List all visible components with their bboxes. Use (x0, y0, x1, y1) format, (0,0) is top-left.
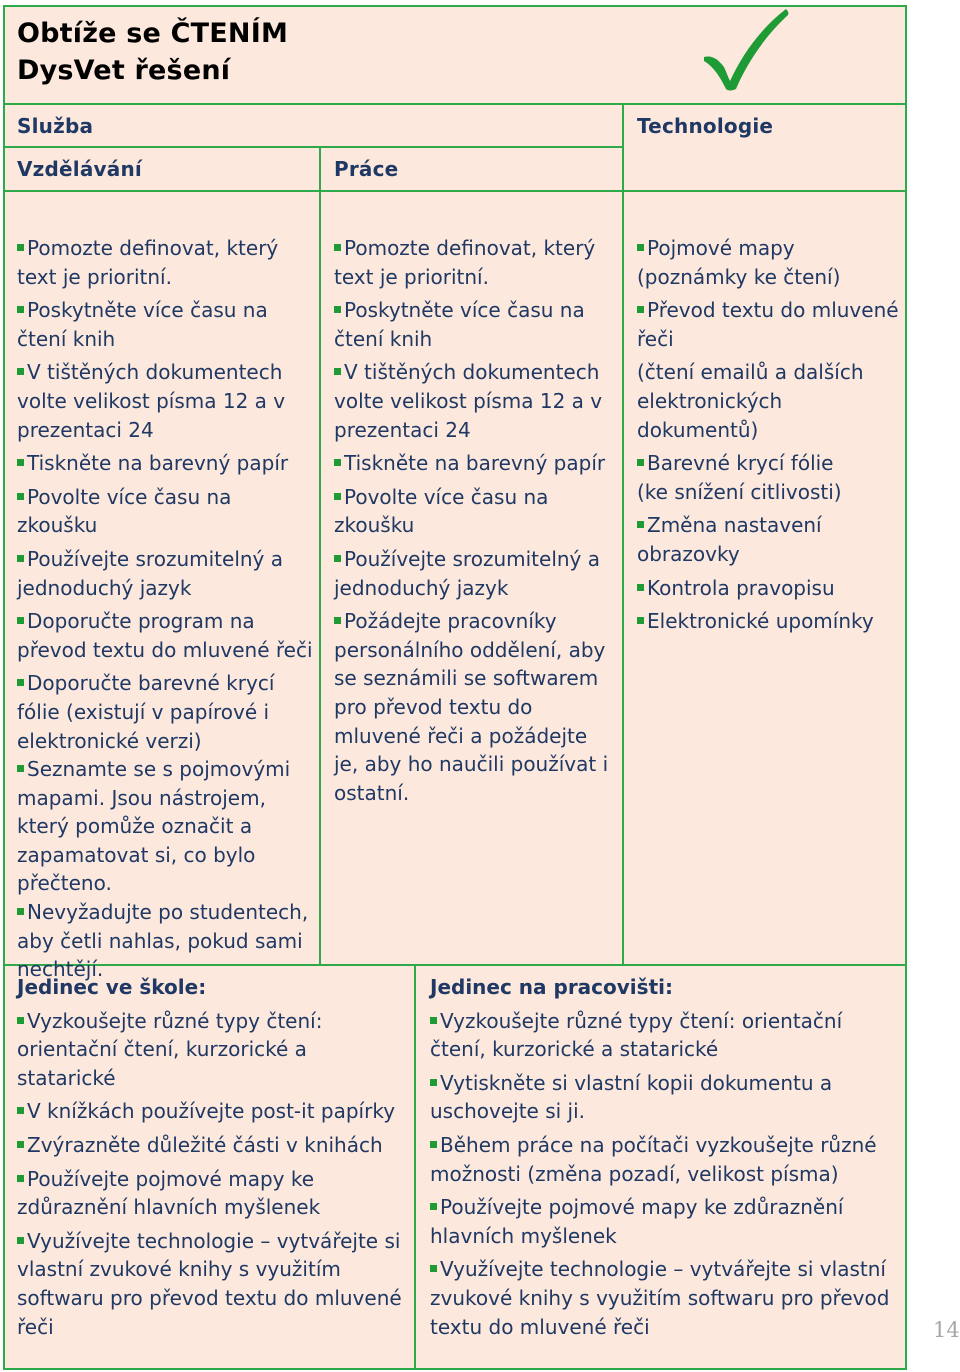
skola-section (17, 973, 409, 1346)
bullet-icon (17, 368, 24, 375)
list-item: Povolte více času na zkoušku (17, 484, 232, 538)
list-item: Převod textu do mluvené řeči (637, 298, 899, 351)
bullet-icon (637, 617, 644, 624)
list-item: Pomozte definovat, který text je prioritní. (17, 236, 279, 289)
list-item: Pomozte definovat, který text je prioritní. (334, 236, 596, 289)
list-item-note: (ke snížení citlivosti) (637, 479, 842, 504)
section-heading: Jedinec ve škole: (17, 975, 207, 999)
list-item: Používejte srozumitelný a jednoduchý jazyk (334, 546, 600, 600)
divider (3, 103, 907, 105)
bullet-icon (334, 555, 341, 562)
bullet-icon (637, 306, 644, 313)
bullet-icon (17, 459, 24, 466)
bullet-icon (17, 617, 24, 624)
list-item: Zvýrazněte důležité části v knihách (17, 1131, 409, 1160)
bullet-icon (637, 584, 644, 591)
list-item: Využívejte technologie – vytvářejte si vlastní zvukové knihy s využitím softwaru pro převod textu do mluvené řeči (17, 1228, 402, 1339)
bullet-icon (17, 908, 24, 915)
bullet-icon (430, 1017, 437, 1024)
divider (319, 146, 321, 965)
bullet-icon (17, 244, 24, 251)
list-item: Poskytněte více času na čtení knih (17, 298, 268, 351)
list-item: Požádejte pracovníky personálního oddělení, aby se seznámili se softwarem pro převod textu do mluvené řeči a požádejte je, aby ho naučili používat i ostatní. (334, 609, 609, 805)
checkmark-icon (698, 5, 793, 93)
bullet-icon (334, 368, 341, 375)
divider (905, 5, 907, 1370)
vzdelavani-list (17, 234, 315, 989)
list-item: Používejte pojmové mapy ke zdůraznění hlavních myšlenek (430, 1195, 844, 1248)
bullet-icon (334, 306, 341, 313)
bullet-icon (334, 617, 341, 624)
list-item: Používejte pojmové mapy ke zdůraznění hlavních myšlenek (17, 1166, 321, 1220)
bullet-icon (334, 244, 341, 251)
header-prace: Práce (334, 157, 399, 181)
list-item: Povolte více času na zkoušku (334, 484, 549, 538)
list-item: Poskytněte více času na čtení knih (334, 298, 585, 351)
list-item: Barevné krycí fólie (637, 449, 899, 478)
bullet-icon (17, 1175, 24, 1182)
list-item: Doporučte program na převod textu do mluvené řeči (17, 609, 313, 662)
content-table (3, 5, 907, 1370)
prace-list (334, 234, 616, 812)
pracoviste-section (430, 973, 900, 1346)
bullet-icon (17, 555, 24, 562)
list-item: Tiskněte na barevný papír (17, 449, 315, 478)
bullet-icon (637, 244, 644, 251)
list-item: Vyzkoušejte různé typy čtení: orientační čtení, kurzorické a statarické (17, 1008, 323, 1090)
divider (622, 103, 624, 965)
list-item-note: (čtení emailů a dalších elektronických dokumentů) (637, 360, 864, 442)
divider (3, 1368, 907, 1370)
divider (3, 190, 907, 192)
page-number: 14 (933, 1318, 960, 1342)
bullet-icon (637, 459, 644, 466)
bullet-icon (430, 1141, 437, 1148)
header-technologie: Technologie (637, 114, 774, 138)
list-item: Pojmové mapy (637, 234, 899, 263)
bullet-icon (430, 1265, 437, 1272)
list-item: Během práce na počítači vyzkoušejte různé možnosti (změna pozadí, velikost písma) (430, 1132, 877, 1186)
list-item: Tiskněte na barevný papír (334, 449, 616, 478)
bullet-icon (637, 521, 644, 528)
list-item: Používejte srozumitelný a jednoduchý jazyk (17, 546, 283, 600)
bullet-icon (430, 1203, 437, 1210)
divider (414, 964, 416, 1370)
bullet-icon (17, 1237, 24, 1244)
header-sluzba: Služba (17, 114, 94, 138)
divider (3, 5, 5, 1370)
bullet-icon (17, 493, 24, 500)
bullet-icon (334, 493, 341, 500)
list-item: Nevyžadujte po studentech, aby četli nahlas, pokud sami nechtějí. (17, 900, 309, 982)
header-vzdelavani: Vzdělávání (17, 157, 142, 181)
list-item: Kontrola pravopisu (637, 574, 899, 603)
list-item: Doporučte barevné krycí fólie (existují v papírové i elektronické verzi) (17, 671, 275, 753)
list-item: Vyzkoušejte různé typy čtení: orientační čtení, kurzorické a statarické (430, 1008, 843, 1062)
bullet-icon (334, 459, 341, 466)
bullet-icon (17, 306, 24, 313)
list-item: Využívejte technologie – vytvářejte si vlastní zvukové knihy s využitím softwaru pro převod textu do mluvené řeči (430, 1257, 890, 1339)
title-line-2: DysVet řešení (17, 55, 231, 86)
bullet-icon (430, 1079, 437, 1086)
list-item: V tištěných dokumentech volte velikost písma 12 a v prezentaci 24 (17, 360, 286, 442)
list-item: V tištěných dokumentech volte velikost písma 12 a v prezentaci 24 (334, 360, 603, 442)
title-line-1: Obtíže se ČTENÍM (17, 18, 289, 49)
bullet-icon (17, 1017, 24, 1024)
list-item: Změna nastavení obrazovky (637, 513, 822, 566)
page-title (17, 15, 288, 89)
section-heading: Jedinec na pracovišti: (430, 975, 673, 999)
bullet-icon (17, 1107, 24, 1114)
list-item: Seznamte se s pojmovými mapami. Jsou nástrojem, který pomůže označit a zapamatovat si, co bylo přečteno. (17, 757, 291, 896)
list-item: Elektronické upomínky (637, 607, 899, 636)
bullet-icon (17, 765, 24, 772)
technologie-list (637, 234, 899, 641)
bullet-icon (17, 1141, 24, 1148)
divider (3, 146, 623, 148)
list-item-note: (poznámky ke čtení) (637, 264, 841, 289)
list-item: Vytiskněte si vlastní kopii dokumentu a uschovejte si ji. (430, 1070, 833, 1124)
bullet-icon (17, 679, 24, 686)
list-item: V knížkách používejte post-it papírky (17, 1097, 409, 1126)
